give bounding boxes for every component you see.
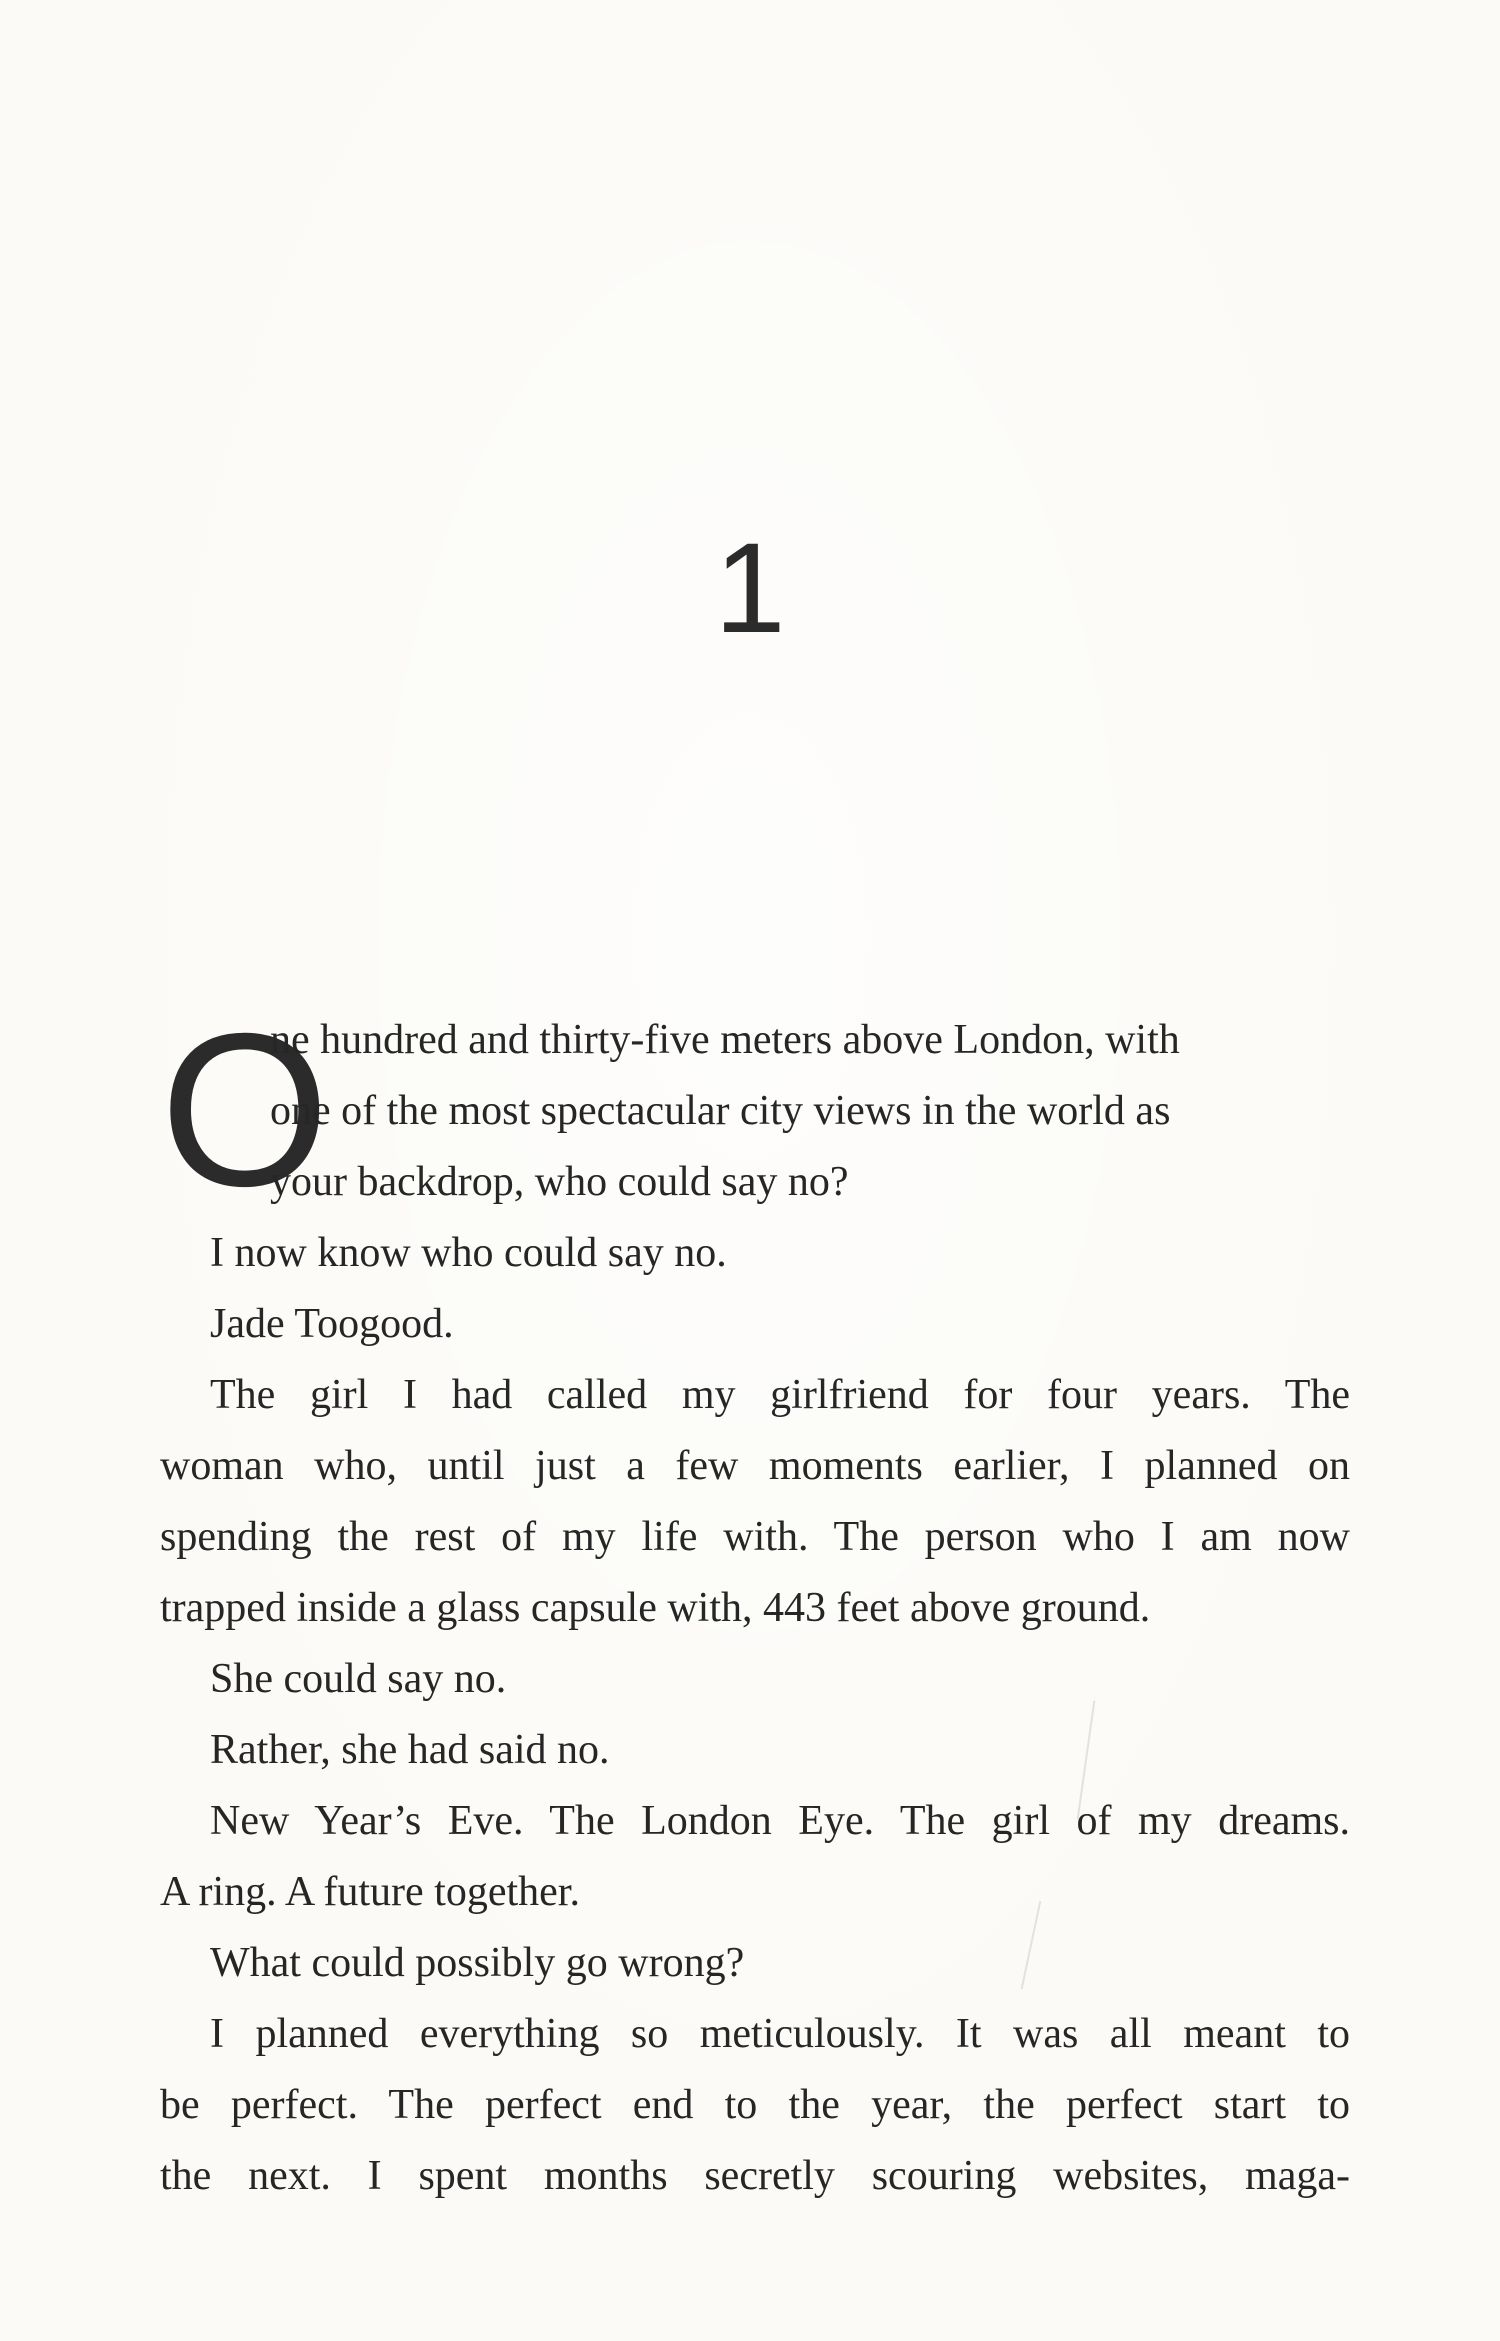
paragraph-she-could: [160, 1644, 1350, 1715]
text-line: woman who, until just a few moments earlier, I planned on: [160, 1443, 1350, 1489]
text-line: I planned everything so meticulously. It was all meant to: [210, 2011, 1350, 2057]
text-line: New Year’s Eve. The London Eye. The girl of my dreams.: [210, 1798, 1350, 1844]
chapter-text: [160, 989, 1350, 2212]
text-line: spending the rest of my life with. The person who I am now: [160, 1514, 1350, 1560]
opening-line-1: ne hundred and thirty-five meters above London, with: [270, 1017, 1180, 1063]
paragraph-now-know: [160, 1218, 1350, 1289]
paragraph-the-girl: [160, 1360, 1350, 1644]
text-line: A ring. A future together.: [160, 1869, 580, 1915]
chapter-number: 1: [714, 517, 786, 660]
opening-line-3: your backdrop, who could say no?: [270, 1159, 849, 1205]
text-line: the next. I spent months secretly scouring websites, maga-: [160, 2153, 1350, 2199]
paragraph-jade: [160, 1289, 1350, 1360]
paragraph-what-could: [160, 1928, 1350, 1999]
drop-cap: O: [160, 989, 326, 1232]
text-line: The girl I had called my girlfriend for four years. The: [210, 1372, 1350, 1418]
opening-line-2: one of the most spectacular city views in the world as: [270, 1088, 1171, 1134]
text-line: I now know who could say no.: [210, 1230, 727, 1276]
text-line: What could possibly go wrong?: [210, 1940, 745, 1986]
text-line: She could say no.: [210, 1656, 507, 1702]
text-line: be perfect. The perfect end to the year, the perfect start to: [160, 2082, 1350, 2128]
opening-paragraph: [160, 989, 1350, 1232]
paragraph-planned: [160, 1999, 1350, 2212]
paragraph-rather: [160, 1715, 1350, 1786]
paragraph-new-years: [160, 1786, 1350, 1928]
text-line: Rather, she had said no.: [210, 1727, 610, 1773]
text-line: trapped inside a glass capsule with, 443 feet above ground.: [160, 1585, 1151, 1631]
text-line: Jade Toogood.: [210, 1301, 454, 1347]
